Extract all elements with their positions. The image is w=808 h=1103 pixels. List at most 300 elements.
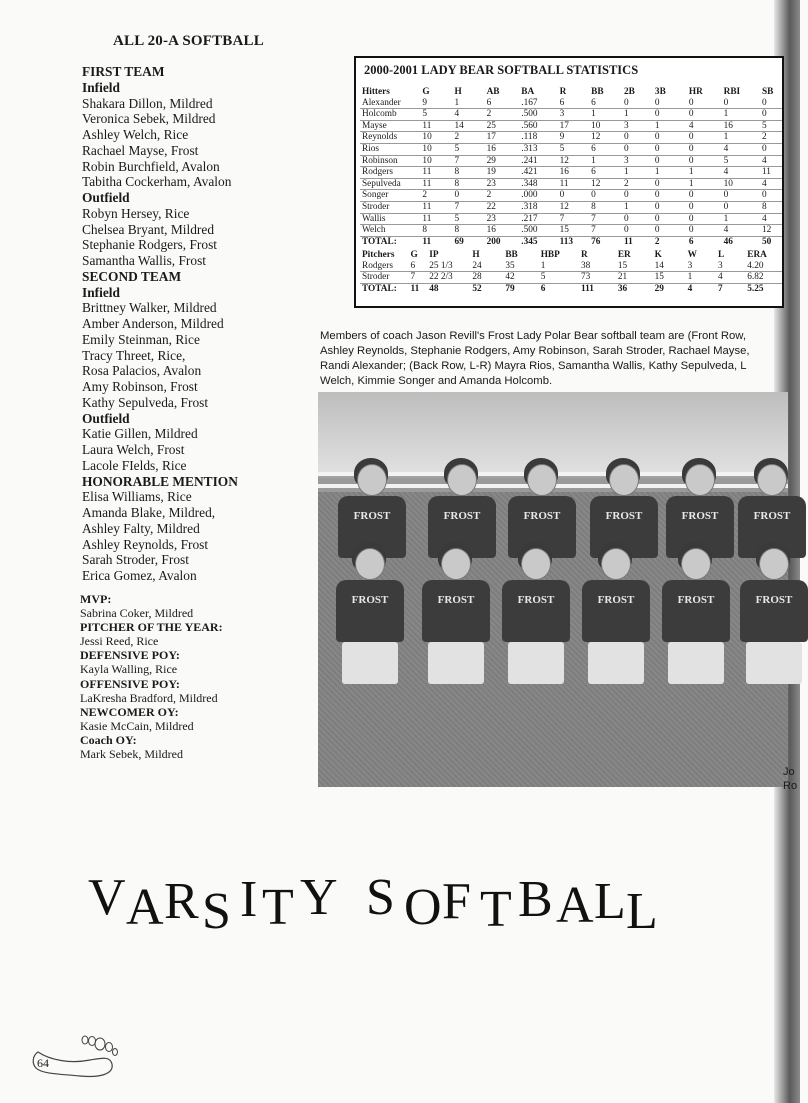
table-cell: 0 — [687, 155, 722, 167]
table-cell: 0 — [687, 225, 722, 237]
table-cell: 0 — [653, 201, 687, 213]
table-cell: 0 — [760, 98, 782, 109]
player-pants — [428, 642, 484, 684]
table-cell: 0 — [653, 143, 687, 155]
table-cell: 0 — [653, 225, 687, 237]
table-row — [360, 178, 782, 190]
table-cell: .500 — [519, 109, 557, 121]
player-face — [527, 464, 557, 496]
table-cell: 73 — [579, 272, 616, 284]
table-cell: 11 — [420, 236, 452, 247]
table-cell: 1 — [539, 261, 579, 272]
list-item: Ashley Falty, Mildred — [82, 520, 200, 536]
table-cell: 0 — [653, 155, 687, 167]
table-cell: 15 — [616, 261, 653, 272]
table-cell: Alexander — [360, 98, 420, 109]
table-cell: Welch — [360, 225, 420, 237]
table-cell: 6 — [409, 261, 428, 272]
table-cell: 6 — [589, 143, 622, 155]
list-item: Sarah Stroder, Frost — [82, 552, 189, 568]
table-cell: 16 — [558, 167, 590, 179]
table-cell: 8 — [420, 225, 452, 237]
list-item: LaKresha Bradford, Mildred — [80, 690, 218, 705]
table-cell: HBP — [540, 250, 560, 260]
table-cell: 0 — [622, 132, 653, 144]
table-cell: Holcomb — [360, 109, 420, 121]
table-cell: Reynolds — [360, 132, 420, 144]
photo-sky — [318, 392, 788, 472]
table-cell: 11 — [420, 178, 452, 190]
table-cell: 4 — [722, 167, 760, 179]
table-cell: G — [422, 87, 430, 97]
table-cell: 6 — [558, 98, 590, 109]
table-cell: 16 — [485, 143, 520, 155]
table-cell: 9 — [558, 132, 590, 144]
table-cell: 11 — [420, 120, 452, 132]
caption-line: Members of coach Jason Revill's Frost Lady Polar Bear softball team are (Front Row, — [320, 330, 746, 342]
player-face — [601, 548, 631, 580]
list-item: Robin Burchfield, Avalon — [82, 158, 220, 174]
list-item: Brittney Walker, Mildred — [82, 300, 217, 316]
table-cell: SB — [761, 87, 774, 97]
table-cell: 0 — [687, 98, 722, 109]
table-cell: 15 — [558, 225, 590, 237]
table-cell: R — [559, 87, 567, 97]
photo-caption — [320, 329, 800, 389]
table-cell: 5.25 — [745, 283, 782, 294]
list-item: Veronica Sebek, Mildred — [82, 111, 216, 127]
all-district-title: ALL 20-A SOFTBALL — [113, 33, 264, 49]
table-cell: 0 — [622, 225, 653, 237]
table-cell: 7 — [453, 201, 485, 213]
cropped-side-text — [783, 765, 797, 793]
cropped-text-line: Jo — [783, 766, 795, 778]
table-row — [360, 190, 782, 202]
table-row — [360, 120, 782, 132]
list-heading: FIRST TEAM — [82, 64, 165, 79]
table-row — [360, 98, 782, 109]
table-cell: 1 — [653, 167, 687, 179]
table-cell: 8 — [453, 178, 485, 190]
list-item: Samantha Wallis, Frost — [82, 253, 207, 268]
table-cell: 10 — [420, 132, 452, 144]
table-cell: .217 — [519, 213, 557, 225]
list-item: Amber Anderson, Mildred — [82, 316, 224, 331]
table-cell: 12 — [760, 225, 782, 237]
player-face — [441, 548, 471, 580]
caption-line: Ashley Reynolds, Stephanie Rodgers, Amy Robinson, Sarah Stroder, Rachael Mayse, — [320, 345, 750, 357]
table-row — [360, 155, 782, 167]
list-item: Shakara Dillon, Mildred — [82, 95, 213, 111]
cropped-text-line: Ro — [783, 780, 798, 792]
table-cell: 3 — [558, 109, 590, 121]
jersey: FROST — [338, 496, 406, 558]
table-cell: 0 — [622, 98, 653, 109]
statistics-box — [354, 56, 784, 308]
table-cell: 16 — [722, 120, 760, 132]
table-cell: 79 — [503, 283, 538, 294]
table-cell: 1 — [722, 132, 760, 144]
table-cell: 0 — [653, 109, 687, 121]
banner-letter: F — [442, 873, 471, 930]
table-cell: 1 — [622, 167, 653, 179]
table-cell: 0 — [687, 201, 722, 213]
table-cell: 36 — [616, 283, 653, 294]
banner-letter: R — [164, 873, 199, 930]
table-cell: 3 — [686, 261, 716, 272]
table-cell: ERA — [747, 250, 767, 260]
table-cell: .500 — [519, 225, 557, 237]
player-face — [609, 464, 639, 496]
table-row — [360, 225, 782, 237]
table-row — [360, 143, 782, 155]
banner-letter: L — [594, 873, 626, 930]
jersey: FROST — [428, 496, 496, 558]
table-cell: 29 — [485, 155, 520, 167]
player-face — [685, 464, 715, 496]
table-cell: 1 — [589, 109, 622, 121]
table-cell: 2 — [453, 132, 485, 144]
table-cell: 11 — [622, 236, 653, 247]
table-cell: 48 — [427, 283, 470, 294]
list-item: Kayla Walling, Rice — [80, 662, 178, 677]
list-item: Robyn Hersey, Rice — [82, 205, 190, 221]
table-cell: 42 — [503, 272, 538, 284]
table-cell: 1 — [653, 120, 687, 132]
table-cell: 38 — [579, 261, 616, 272]
table-cell: 14 — [653, 261, 686, 272]
table-cell: 46 — [722, 236, 760, 247]
list-item: Mark Sebek, Mildred — [80, 747, 183, 762]
jersey: FROST — [336, 580, 404, 642]
table-cell: Wallis — [360, 213, 420, 225]
table-row — [360, 87, 782, 98]
table-cell: ER — [617, 250, 631, 260]
jersey: FROST — [740, 580, 808, 642]
table-cell: 0 — [760, 143, 782, 155]
table-cell: 5 — [539, 272, 579, 284]
table-cell: 0 — [687, 109, 722, 121]
banner-letter: L — [626, 883, 658, 940]
table-cell: .318 — [519, 201, 557, 213]
table-cell: 5 — [453, 143, 485, 155]
list-item: Rachael Mayse, Frost — [82, 142, 199, 158]
table-cell: 8 — [760, 201, 782, 213]
table-cell: 0 — [722, 98, 760, 109]
jersey: FROST — [738, 496, 806, 558]
table-cell: 0 — [653, 132, 687, 144]
table-cell: Stroder — [360, 272, 409, 284]
banner-letter: T — [480, 881, 512, 938]
player-face — [759, 548, 789, 580]
table-cell: 1 — [453, 98, 485, 109]
awards-list — [80, 592, 320, 761]
table-cell: G — [410, 250, 418, 260]
table-cell: 4 — [722, 225, 760, 237]
table-cell: 0 — [653, 213, 687, 225]
table-cell: 0 — [687, 132, 722, 144]
table-cell: 0 — [653, 190, 687, 202]
table-cell: 0 — [589, 190, 622, 202]
table-cell: 10 — [589, 120, 622, 132]
table-cell: 4.20 — [745, 261, 782, 272]
table-cell: 2 — [622, 178, 653, 190]
table-row — [360, 109, 782, 121]
table-cell: 6.82 — [745, 272, 782, 284]
player-face — [355, 548, 385, 580]
table-cell: Mayse — [360, 120, 420, 132]
table-cell: 16 — [485, 225, 520, 237]
list-item: Elisa Williams, Rice — [82, 489, 192, 505]
table-cell: 3 — [622, 155, 653, 167]
table-row — [360, 236, 782, 247]
table-row — [360, 261, 782, 272]
table-cell: Rios — [360, 143, 420, 155]
table-cell: 29 — [653, 283, 686, 294]
table-cell: 2 — [653, 236, 687, 247]
table-cell: 4 — [760, 178, 782, 190]
table-cell: 19 — [485, 167, 520, 179]
table-cell: 69 — [453, 236, 485, 247]
list-item: Stephanie Rodgers, Frost — [82, 237, 218, 253]
table-row — [360, 250, 782, 261]
table-cell: 4 — [686, 283, 716, 294]
banner-letter: A — [126, 879, 164, 936]
list-item: Ashley Reynolds, Frost — [82, 536, 209, 552]
table-cell: 5 — [420, 109, 452, 121]
hitters-table — [360, 87, 782, 247]
player-face — [757, 464, 787, 496]
table-cell: 3 — [716, 261, 745, 272]
caption-line: Randi Alexander; (Back Row, L-R) Mayra Rios, Samantha Wallis, Kathy Sepulveda, L — [320, 360, 747, 372]
table-cell: 1 — [622, 201, 653, 213]
table-cell: BA — [521, 87, 535, 97]
table-cell: 11 — [558, 178, 590, 190]
table-cell: 4 — [760, 213, 782, 225]
table-cell: 12 — [589, 132, 622, 144]
banner-letter: B — [518, 871, 553, 928]
list-heading: NEWCOMER OY: — [80, 704, 179, 719]
table-cell: 3B — [654, 87, 666, 97]
table-cell: 6 — [485, 98, 520, 109]
table-row — [360, 201, 782, 213]
list-heading: SECOND TEAM — [82, 268, 182, 284]
table-cell: 11 — [420, 213, 452, 225]
table-cell: 6 — [589, 98, 622, 109]
table-cell: .560 — [519, 120, 557, 132]
table-cell: .241 — [519, 155, 557, 167]
table-cell: L — [717, 250, 725, 260]
pitchers-table — [360, 250, 782, 294]
table-cell: 9 — [420, 98, 452, 109]
table-cell: 7 — [453, 155, 485, 167]
table-cell: IP — [429, 250, 439, 260]
table-cell: 8 — [453, 225, 485, 237]
table-cell: 15 — [653, 272, 686, 284]
list-heading: MVP: — [80, 592, 112, 606]
table-cell: 2 — [485, 109, 520, 121]
jersey: FROST — [582, 580, 650, 642]
table-cell: 35 — [503, 261, 538, 272]
list-item: Rosa Palacios, Avalon — [82, 363, 202, 379]
footprint-icon — [30, 1030, 120, 1080]
jersey: FROST — [502, 580, 570, 642]
table-cell: 0 — [622, 190, 653, 202]
jersey: FROST — [508, 496, 576, 558]
table-cell: 24 — [470, 261, 503, 272]
table-cell: 4 — [722, 143, 760, 155]
table-cell: 8 — [453, 167, 485, 179]
list-item: Tabitha Cockerham, Avalon — [82, 174, 232, 190]
table-cell: 1 — [589, 155, 622, 167]
list-item: Amy Robinson, Frost — [82, 379, 198, 394]
jersey: FROST — [422, 580, 490, 642]
table-cell: 0 — [722, 190, 760, 202]
banner-letter: Y — [300, 869, 338, 926]
table-cell: 10 — [722, 178, 760, 190]
table-cell: 0 — [687, 213, 722, 225]
table-cell: 6 — [687, 236, 722, 247]
table-cell: 0 — [622, 213, 653, 225]
table-cell: 0 — [653, 98, 687, 109]
table-cell: 111 — [579, 283, 616, 294]
table-row — [360, 213, 782, 225]
table-cell: 3 — [622, 120, 653, 132]
table-cell: 0 — [722, 201, 760, 213]
table-cell: 11 — [760, 167, 782, 179]
table-cell: 0 — [760, 109, 782, 121]
table-cell: 23 — [485, 213, 520, 225]
table-cell: Songer — [360, 190, 420, 202]
table-cell: Pitchers — [362, 250, 395, 260]
table-cell: .000 — [519, 190, 557, 202]
list-item: Jessi Reed, Rice — [80, 634, 159, 649]
table-cell: 0 — [760, 190, 782, 202]
table-cell: H — [454, 87, 462, 97]
jersey: FROST — [662, 580, 730, 642]
table-cell: 2 — [485, 190, 520, 202]
all-district-teams-list — [82, 64, 322, 584]
jersey: FROST — [666, 496, 734, 558]
table-cell: .167 — [519, 98, 557, 109]
table-cell: TOTAL: — [360, 236, 420, 247]
player-face — [521, 548, 551, 580]
table-cell: H — [472, 250, 480, 260]
table-cell: 2B — [623, 87, 635, 97]
table-row — [360, 283, 782, 294]
table-cell: K — [654, 250, 662, 260]
player-pants — [588, 642, 644, 684]
player-pants — [668, 642, 724, 684]
table-cell: 1 — [722, 213, 760, 225]
table-cell: 7 — [409, 272, 428, 284]
table-cell: 2 — [420, 190, 452, 202]
jersey: FROST — [590, 496, 658, 558]
table-cell: 28 — [470, 272, 503, 284]
list-heading: PITCHER OF THE YEAR: — [80, 620, 223, 635]
list-item: Emily Steinman, Rice — [82, 331, 200, 347]
table-cell: Robinson — [360, 155, 420, 167]
table-cell: 0 — [622, 143, 653, 155]
table-cell: 4 — [453, 109, 485, 121]
table-cell: .345 — [519, 236, 557, 247]
table-cell: 1 — [687, 178, 722, 190]
table-cell: 0 — [558, 190, 590, 202]
table-cell: R — [581, 250, 588, 260]
table-cell: 17 — [558, 120, 590, 132]
table-cell: 6 — [589, 167, 622, 179]
list-item: Kathy Sepulveda, Frost — [82, 394, 209, 410]
table-cell: 23 — [485, 178, 520, 190]
table-cell: 17 — [485, 132, 520, 144]
table-cell: 1 — [722, 109, 760, 121]
list-heading: DEFENSIVE POY: — [80, 648, 180, 663]
varsity-softball-banner — [88, 868, 768, 948]
list-heading: Outfield — [82, 190, 130, 205]
table-cell: 25 1/3 — [427, 261, 470, 272]
table-cell: 7 — [558, 213, 590, 225]
list-item: Laura Welch, Frost — [82, 442, 185, 457]
list-item: Chelsea Bryant, Mildred — [82, 221, 215, 237]
table-cell: 12 — [558, 155, 590, 167]
table-cell: 22 — [485, 201, 520, 213]
table-cell: HR — [688, 87, 703, 97]
table-cell: 10 — [420, 143, 452, 155]
banner-letter: S — [366, 869, 395, 926]
table-cell: 12 — [589, 178, 622, 190]
table-cell: 2 — [760, 132, 782, 144]
table-row — [360, 167, 782, 179]
list-heading: Coach OY: — [80, 732, 137, 747]
table-cell: 0 — [687, 143, 722, 155]
table-cell: 1 — [687, 167, 722, 179]
table-cell: Stroder — [360, 201, 420, 213]
list-item: Ashley Welch, Rice — [82, 127, 189, 142]
table-cell: 11 — [420, 167, 452, 179]
list-heading: Outfield — [82, 410, 130, 426]
player-pants — [508, 642, 564, 684]
list-heading: OFFENSIVE POY: — [80, 676, 180, 691]
table-cell: 76 — [589, 236, 622, 247]
table-cell: 6 — [539, 283, 579, 294]
table-cell: 200 — [485, 236, 520, 247]
table-row — [360, 272, 782, 284]
table-cell: 12 — [558, 201, 590, 213]
table-cell: 7 — [589, 225, 622, 237]
list-item: Erica Gomez, Avalon — [82, 568, 197, 583]
banner-letter: S — [202, 883, 231, 940]
list-item: Lacole FIelds, Rice — [82, 457, 187, 473]
table-cell: 5 — [558, 143, 590, 155]
table-cell: 0 — [653, 178, 687, 190]
table-cell: 8 — [589, 201, 622, 213]
table-cell: Hitters — [362, 87, 390, 97]
table-cell: 14 — [453, 120, 485, 132]
table-cell: .421 — [519, 167, 557, 179]
player-pants — [746, 642, 802, 684]
table-cell: W — [687, 250, 697, 260]
list-item: Kasie McCain, Mildred — [80, 718, 194, 733]
table-cell: 5 — [453, 213, 485, 225]
list-heading: Infield — [82, 79, 120, 95]
player-face — [447, 464, 477, 496]
table-cell: 25 — [485, 120, 520, 132]
table-cell: .348 — [519, 178, 557, 190]
table-cell: 11 — [420, 201, 452, 213]
table-cell: Rodgers — [360, 167, 420, 179]
table-cell: 52 — [470, 283, 503, 294]
table-cell: 10 — [420, 155, 452, 167]
